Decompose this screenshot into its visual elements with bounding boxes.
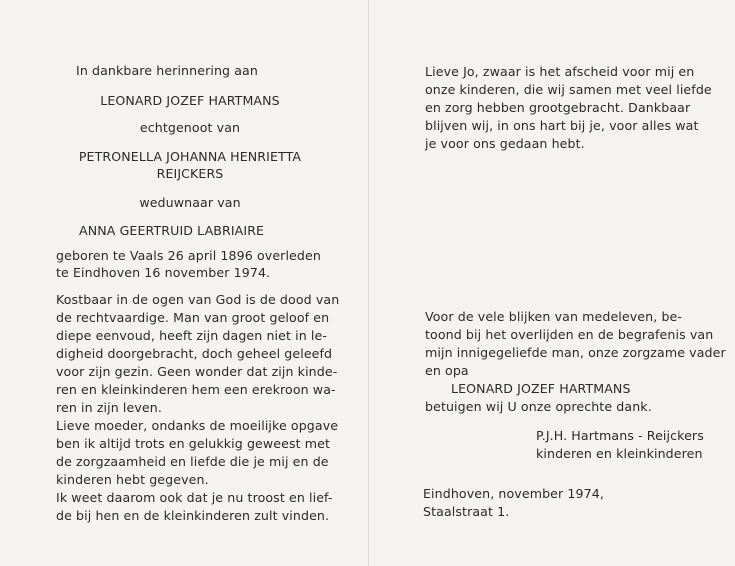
first-wife-name: ANNA GEERTRUID LABRIAIRE [79, 223, 265, 238]
signature-line-1: P.J.H. Hartmans - Reijckers [536, 428, 704, 443]
farewell-line: je voor ons gedaan hebt. [425, 136, 585, 151]
farewell-line: blijven wij, in ons hart bij je, voor alles wat [425, 118, 699, 133]
text-line: de rechtvaardige. Man van groot geloof en [56, 310, 330, 325]
place-date: Eindhoven, november 1974, [423, 486, 604, 501]
farewell-line: Lieve Jo, zwaar is het afscheid voor mij en [425, 64, 695, 79]
address: Staalstraat 1. [423, 504, 510, 519]
text-line: Ik weet daarom ook dat je nu troost en lief- [56, 490, 333, 505]
spouse-name-line-1: PETRONELLA JOHANNA HENRIETTA [78, 149, 302, 164]
thanks-line: Voor de vele blijken van medeleven, be- [425, 309, 683, 324]
deceased-name: LEONARD JOZEF HARTMANS [100, 93, 280, 108]
text-line: Kostbaar in de ogen van God is de dood van [56, 292, 340, 307]
farewell-line: en zorg hebben grootgebracht. Dankbaar [425, 100, 691, 115]
widower-intro: weduwnaar van [139, 195, 241, 210]
text-line: Lieve moeder, ondanks de moeilijke opgave [56, 418, 339, 433]
text-line: digheid doorgebracht, doch geheel geleefd [56, 346, 333, 361]
text-line: voor zijn gezin. Geen wonder dat zijn kinde- [56, 364, 338, 379]
text-line: ren in zijn leven. [56, 400, 162, 415]
card-fold-line [368, 0, 369, 566]
spouse-intro: echtgenoot van [139, 120, 241, 135]
thanks-line: toond bij het overlijden en de begrafenis van [425, 327, 714, 342]
signature-line-2: kinderen en kleinkinderen [536, 446, 703, 461]
birth-line-2: te Eindhoven 16 november 1974. [56, 265, 271, 280]
thanks-line: en opa [425, 363, 469, 378]
intro-text: In dankbare herinnering aan [76, 63, 258, 78]
thanks-line: mijn innigegeliefde man, onze zorgzame vader [425, 345, 726, 360]
text-line: ren en kleinkinderen hem een erekroon wa- [56, 382, 336, 397]
text-line: diepe eenvoud, heeft zijn dagen niet in le- [56, 328, 328, 343]
text-line: ben ik altijd trots en gelukkig geweest met [56, 436, 331, 451]
deceased-name-right: LEONARD JOZEF HARTMANS [451, 381, 631, 396]
spouse-name-line-2: REIJCKERS [156, 166, 224, 181]
text-line: de zorgzaamheid en liefde die je mij en de [56, 454, 329, 469]
birth-line-1: geboren te Vaals 26 april 1896 overleden [56, 248, 321, 263]
text-line: kinderen hebt gegeven. [56, 472, 209, 487]
farewell-line: onze kinderen, die wij samen met veel liefde [425, 82, 712, 97]
text-line: de bij hen en de kleinkinderen zult vinden. [56, 508, 330, 523]
thanks-end: betuigen wij U onze oprechte dank. [425, 399, 652, 414]
